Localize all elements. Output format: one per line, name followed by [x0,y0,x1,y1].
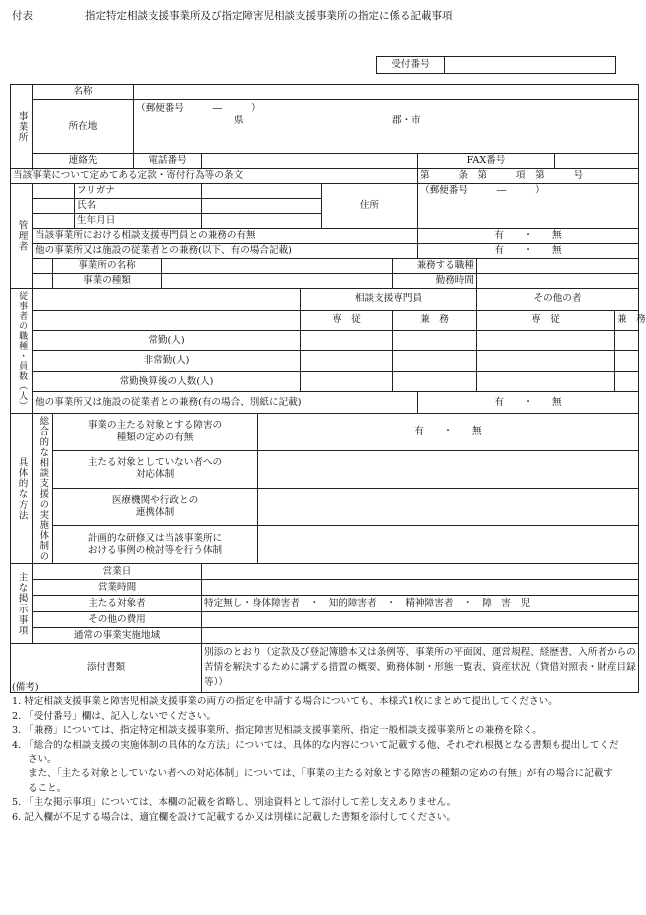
attachments-label: 添付書類 [11,644,202,693]
office-name-field[interactable] [134,85,639,100]
staff-cell[interactable] [477,371,615,391]
staff-cell[interactable] [477,331,615,351]
staff-cell[interactable] [615,331,639,351]
staff-row-fulltime: 常勤(人) [33,331,301,351]
appendix-label: 付表 [12,10,33,22]
system-row-training: 計画的な研修又は当該事業所に おける事例の検討等を行う体制 [53,525,258,564]
staff-dual-choice[interactable]: 有 ・ 無 [418,392,639,414]
system-row-medical: 医療機関や行政との 連携体制 [53,488,258,525]
remarks [12,681,620,825]
system-disability-choice[interactable]: 有 ・ 無 [258,414,639,451]
manager-other-type-label: 事業の種類 [53,274,162,289]
office-contact-label: 連絡先 [33,154,134,169]
manager-name-field[interactable] [202,199,322,214]
staff-section-label: 従事者の職種・員数（人） [11,289,33,414]
notices-days-label: 営業日 [33,564,202,580]
staff-col-specialist: 相談支援専門員 [301,289,477,311]
staff-cell[interactable] [477,351,615,371]
remark-1: 1. 特定相談支援事業と障害児相談支援事業の両方の指定を申請する場合についても、本様式1枚にまとめて提出してください。 [12,696,558,708]
staff-row-converted: 常勤換算後の人数(人) [33,371,301,391]
manager-residence-field[interactable] [418,184,639,229]
staff-other-concurrent: 兼 務 [615,310,639,330]
manager-name-label: 氏名 [75,199,202,214]
notices-section-label: 主な掲示事項 [11,564,33,644]
manager-dual1-label: 当該事業所における相談支援専門員との兼務の有無 [33,229,418,244]
notices-target-label: 主たる対象者 [33,596,202,612]
articles-label: 当該事業について定めてある定款・寄付行為等の条文 [11,169,418,184]
notices-area-field[interactable] [202,628,639,644]
remark-2: 2. 「受付番号」欄は、記入しないでください。 [12,710,217,722]
remark-4b: また、「主たる対象としていない者への対応体制」については、「事業の主たる対象とする障害の種類の定めの有無」が有の場合に記載すること。 [28,768,614,794]
office-fax-label: FAX番号 [418,154,555,169]
receipt-number-field[interactable] [445,57,616,74]
staff-cell[interactable] [393,351,477,371]
system-row-non-target: 主たる対象としていない者への 対応体制 [53,451,258,488]
manager-other-job-field[interactable] [477,259,639,274]
staff-specialist-concurrent: 兼 務 [393,310,477,330]
office-section-label: 事業所 [11,85,33,169]
manager-dual2-choice[interactable]: 有 ・ 無 [418,244,639,259]
office-name-label: 名称 [33,85,134,100]
form-title: 指定特定相談支援事業所及び指定障害児相談支援事業所の指定に係る記載事項 [85,10,453,22]
remark-3: 3. 「兼務」については、指定特定相談支援事業所、指定障害児相談支援事業所、指定一般相談支援事業所との兼務を除く。 [12,725,542,737]
staff-cell[interactable] [615,351,639,371]
system-outer-label: 具体的な方法 [11,414,33,564]
manager-other-name-label: 事業所の名称 [53,259,162,274]
staff-cell[interactable] [301,331,393,351]
staff-col-other: その他の者 [477,289,639,311]
office-phone-label: 電話番号 [134,154,202,169]
notices-hours-label: 営業時間 [33,580,202,596]
system-training-field[interactable] [258,525,639,564]
manager-dob-label: 生年月日 [75,214,202,229]
staff-specialist-full: 専 従 [301,310,393,330]
office-phone-field[interactable] [202,154,418,169]
system-medical-field[interactable] [258,488,639,525]
manager-dual1-choice[interactable]: 有 ・ 無 [418,229,639,244]
notices-hours-field[interactable] [202,580,639,596]
manager-section-label: 管理者 [11,184,33,289]
system-row-disability-types: 事業の主たる対象とする障害の 種類の定めの有無 [53,414,258,451]
staff-cell[interactable] [393,331,477,351]
remarks-title: (備考) [12,682,39,693]
manager-other-hours-field[interactable] [477,274,639,289]
manager-dual2-label: 他の事業所又は施設の従業者との兼務(以下、有の場合記載) [33,244,418,259]
notices-days-field[interactable] [202,564,639,580]
office-city: 郡・市 [392,114,421,126]
receipt-number-box [376,56,616,74]
office-address-field[interactable] [134,100,639,154]
notices-target-choice[interactable]: 特定無し・身体障害者 ・ 知的障害者 ・ 精神障害者 ・ 障 害 児 [202,596,639,612]
staff-row-parttime: 非常勤(人) [33,351,301,371]
staff-cell[interactable] [393,371,477,391]
staff-dual-label: 他の事業所又は施設の従業者との兼務(有の場合、別紙に記載) [33,392,418,414]
manager-furigana-label: フリガナ [75,184,202,199]
manager-other-name-field[interactable] [162,259,393,274]
office-pref: 県 [234,114,244,126]
system-non-target-field[interactable] [258,451,639,488]
attachments-text: 別添のとおり（定款及び登記簿謄本又は条例等、事業所の平面図、運営規程、経歴書、入所者からの苦情を解決するために講ずる措置の概要、勤務体制・形態一覧表、資産状況（貸借対照表・財産目録等）） [202,644,639,693]
office-address-label: 所在地 [33,100,134,154]
remark-4: 4. 「総合的な相談支援の実施体制の具体的な方法」については、具体的な内容について記載する他、それぞれ根拠となる書類も提出してください。 [12,739,619,765]
remark-6: 6. 記入欄が不足する場合は、適宜欄を設けて記載するか又は別様に記載した書類を添付してください。 [12,811,456,823]
manager-other-hours-label: 勤務時間 [393,274,477,289]
form-header [12,10,618,23]
manager-dob-field[interactable] [202,214,322,229]
articles-field[interactable]: 第 条 第 項 第 号 [418,169,639,184]
manager-postal: （郵便番号 ― ） [420,185,545,196]
staff-cell[interactable] [615,371,639,391]
manager-furigana-field[interactable] [202,184,322,199]
office-postal: （郵便番号 ― ） [136,103,261,114]
manager-other-job-label: 兼務する職種 [393,259,477,274]
remark-5: 5. 「主な掲示事項」については、本欄の記載を省略し、別途資料として添付して差し支えありません。 [12,797,457,809]
system-inner-label: 総合的な相談支援の実施体制の [33,414,53,564]
manager-residence-label: 住所 [322,184,418,229]
staff-cell[interactable] [301,371,393,391]
notices-fees-label: その他の費用 [33,612,202,628]
form-table [10,84,646,693]
staff-cell[interactable] [301,351,393,371]
notices-fees-field[interactable] [202,612,639,628]
notices-area-label: 通常の事業実施地域 [33,628,202,644]
manager-other-type-field[interactable] [162,274,393,289]
staff-other-full: 専 従 [477,310,615,330]
receipt-number-label: 受付番号 [377,57,445,74]
office-fax-field[interactable] [555,154,639,169]
